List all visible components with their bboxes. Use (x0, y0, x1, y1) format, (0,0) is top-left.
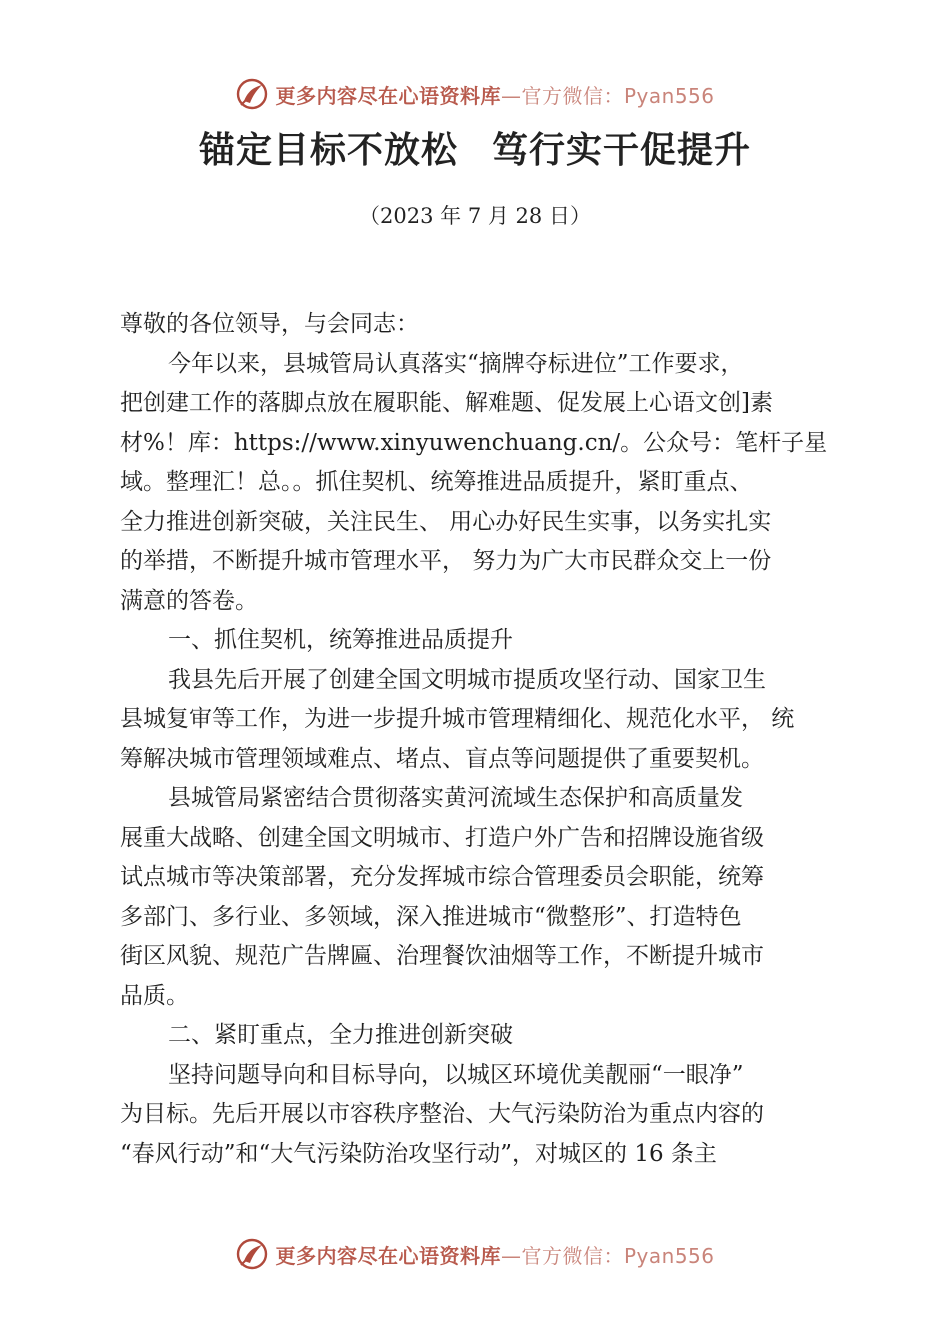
paragraph-2 (120, 661, 850, 780)
title-part-2: 笃行实干促提升 (492, 129, 752, 171)
paragraph-line: 展重大战略、创建全国文明城市、打造户外广告和招牌设施省级 (120, 824, 764, 851)
banner-wechat-id: Pyan556 (623, 1243, 715, 1268)
banner-text (275, 1240, 714, 1269)
section-heading-1: 一、抓住契机，统筹推进品质提升 (168, 627, 513, 653)
banner-text (275, 80, 714, 109)
paragraph-line: 域。整理汇！总。。抓住契机、统筹推进品质提升，紧盯重点、 (120, 469, 753, 495)
banner-wechat-id: Pyan556 (623, 83, 715, 108)
banner-separator: — (500, 83, 522, 108)
paragraph-line: 品质。 (120, 982, 189, 1009)
paragraph-3 (120, 779, 850, 1016)
banner-wechat-label: 官方微信： (521, 1243, 624, 1268)
paragraph-1 (120, 345, 850, 622)
greeting: 尊敬的各位领导，与会同志： (120, 311, 419, 337)
paragraph-line: 把创建工作的落脚点放在履职能、解难题、促发展上心语文创]素 (120, 390, 773, 416)
xinyu-logo-icon (235, 77, 269, 111)
paragraph-line: 县城管局紧密结合贯彻落实黄河流域生态保护和高质量发 (168, 785, 743, 811)
banner-separator: — (500, 1243, 522, 1268)
banner-wechat-label: 官方微信： (521, 83, 624, 108)
document-date: （2023 年 7 月 28 日） (359, 204, 591, 228)
paragraph-line: 筹解决城市管理领域难点、堵点、盲点等问题提供了重要契机。 (120, 745, 764, 772)
document-title (0, 122, 950, 173)
header-banner (0, 74, 950, 114)
paragraph-4 (120, 1056, 850, 1175)
paragraph-line: 全力推进创新突破，关注民生、 用心办好民生实事，以务实扎实 (120, 508, 772, 535)
paragraph-line: 为目标。先后开展以市容秩序整治、大气污染防治为重点内容的 (120, 1101, 764, 1127)
paragraph-line: 街区风貌、规范广告牌匾、治理餐饮油烟等工作，不断提升城市 (120, 943, 764, 969)
title-part-1: 锚定目标不放松 (198, 129, 458, 171)
paragraph-line: 材%！库：https://www.xinyuwenchuang.cn/。公众号：笔杆子星 (120, 429, 828, 456)
paragraph-line: 我县先后开展了创建全国文明城市提质攻坚行动、国家卫生 (168, 666, 766, 693)
xinyu-logo-icon (235, 1237, 269, 1271)
paragraph-line: 多部门、多行业、多领域，深入推进城市“微整形”、打造特色 (120, 903, 742, 930)
paragraph-line: 今年以来，县城管局认真落实“摘牌夺标进位”工作要求， (168, 350, 744, 377)
paragraph-line: “春风行动”和“大气污染防治攻坚行动”，对城区的 16 条主 (120, 1140, 717, 1167)
banner-main-text: 更多内容尽在心语资料库 (275, 1243, 501, 1268)
paragraph-line: 县城复审等工作，为进一步提升城市管理精细化、规范化水平， 统 (120, 706, 795, 732)
banner-main-text: 更多内容尽在心语资料库 (275, 83, 501, 108)
paragraph-line: 坚持问题导向和目标导向，以城区环境优美靓丽“一眼净” (168, 1061, 744, 1088)
section-heading-2: 二、紧盯重点，全力推进创新突破 (168, 1022, 513, 1048)
document-body (120, 305, 850, 1174)
paragraph-line: 的举措，不断提升城市管理水平， 努力为广大市民群众交上一份 (120, 548, 772, 574)
paragraph-line: 试点城市等决策部署，充分发挥城市综合管理委员会职能，统筹 (120, 864, 764, 890)
footer-banner (0, 1234, 950, 1274)
paragraph-line: 满意的答卷。 (120, 587, 258, 614)
